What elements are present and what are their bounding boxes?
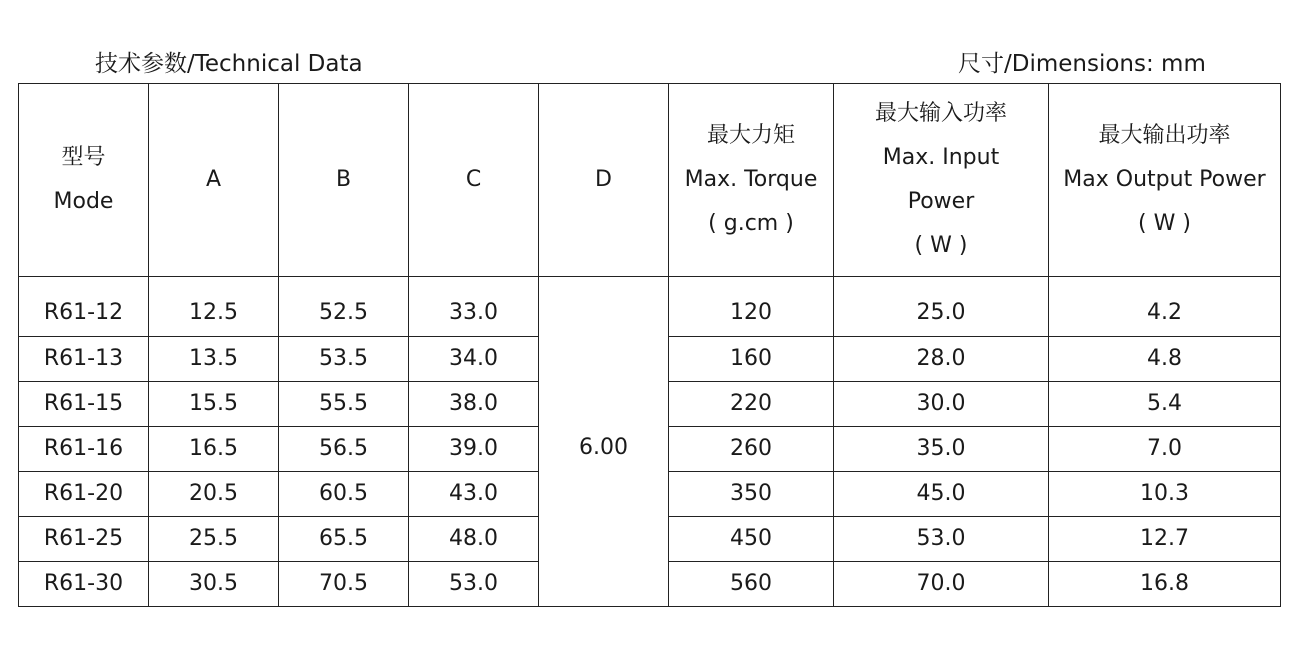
cell-torque: 260: [669, 427, 834, 472]
header-row: [19, 84, 1281, 277]
header-c: C: [409, 84, 539, 277]
cell-torque: 120: [669, 277, 834, 337]
header-max-input-power: [834, 84, 1049, 277]
cell-c: 34.0: [409, 337, 539, 382]
technical-data-table: [18, 83, 1281, 607]
cell-output-power: 4.8: [1049, 337, 1281, 382]
cell-model: R61-13: [19, 337, 149, 382]
header-input-en-1: Max. Input: [882, 145, 1000, 170]
cell-c: 39.0: [409, 427, 539, 472]
header-a: A: [149, 84, 279, 277]
cell-torque: 450: [669, 517, 834, 562]
cell-model: R61-16: [19, 427, 149, 472]
header-model-cn: 型号: [61, 145, 106, 170]
cell-c: 38.0: [409, 382, 539, 427]
header-model-en: Mode: [53, 189, 114, 214]
cell-a: 13.5: [149, 337, 279, 382]
table-row: [19, 277, 1281, 337]
cell-c: 53.0: [409, 562, 539, 607]
cell-a: 20.5: [149, 472, 279, 517]
technical-data-caption: 技术参数/Technical Data: [95, 51, 363, 77]
cell-torque: 160: [669, 337, 834, 382]
cell-torque: 350: [669, 472, 834, 517]
cell-input-power: 45.0: [834, 472, 1049, 517]
header-input-en-2: Power: [907, 189, 975, 214]
header-d: D: [539, 84, 669, 277]
cell-model: R61-20: [19, 472, 149, 517]
cell-model: R61-15: [19, 382, 149, 427]
cell-input-power: 25.0: [834, 277, 1049, 337]
header-output-en: Max Output Power: [1063, 167, 1266, 192]
header-max-torque: [669, 84, 834, 277]
header-output-cn: 最大输出功率: [1098, 123, 1231, 148]
header-torque-cn: 最大力矩: [706, 123, 795, 148]
cell-torque: 220: [669, 382, 834, 427]
header-output-unit: ( W ): [1138, 211, 1191, 236]
cell-b: 70.5: [279, 562, 409, 607]
cell-model: R61-25: [19, 517, 149, 562]
header-input-unit: ( W ): [914, 233, 968, 258]
cell-output-power: 4.2: [1049, 277, 1281, 337]
cell-input-power: 70.0: [834, 562, 1049, 607]
cell-input-power: 30.0: [834, 382, 1049, 427]
cell-b: 55.5: [279, 382, 409, 427]
cell-model: R61-30: [19, 562, 149, 607]
cell-input-power: 35.0: [834, 427, 1049, 472]
cell-output-power: 10.3: [1049, 472, 1281, 517]
cell-a: 15.5: [149, 382, 279, 427]
header-torque-en: Max. Torque: [684, 167, 818, 192]
cell-b: 60.5: [279, 472, 409, 517]
cell-a: 25.5: [149, 517, 279, 562]
cell-torque: 560: [669, 562, 834, 607]
cell-output-power: 16.8: [1049, 562, 1281, 607]
header-max-output-power: [1049, 84, 1281, 277]
cell-input-power: 53.0: [834, 517, 1049, 562]
cell-c: 33.0: [409, 277, 539, 337]
cell-output-power: 12.7: [1049, 517, 1281, 562]
dimensions-caption: 尺寸/Dimensions: mm: [958, 51, 1206, 77]
cell-output-power: 7.0: [1049, 427, 1281, 472]
cell-b: 56.5: [279, 427, 409, 472]
header-model: [19, 84, 149, 277]
cell-a: 16.5: [149, 427, 279, 472]
cell-output-power: 5.4: [1049, 382, 1281, 427]
cell-b: 53.5: [279, 337, 409, 382]
cell-b: 65.5: [279, 517, 409, 562]
cell-a: 12.5: [149, 277, 279, 337]
cell-c: 48.0: [409, 517, 539, 562]
cell-model: R61-12: [19, 277, 149, 337]
cell-input-power: 28.0: [834, 337, 1049, 382]
header-input-cn: 最大输入功率: [874, 101, 1007, 126]
header-torque-unit: ( g.cm ): [708, 211, 794, 236]
cell-b: 52.5: [279, 277, 409, 337]
header-b: B: [279, 84, 409, 277]
cell-d-merged: 6.00: [539, 277, 669, 607]
cell-c: 43.0: [409, 472, 539, 517]
cell-a: 30.5: [149, 562, 279, 607]
